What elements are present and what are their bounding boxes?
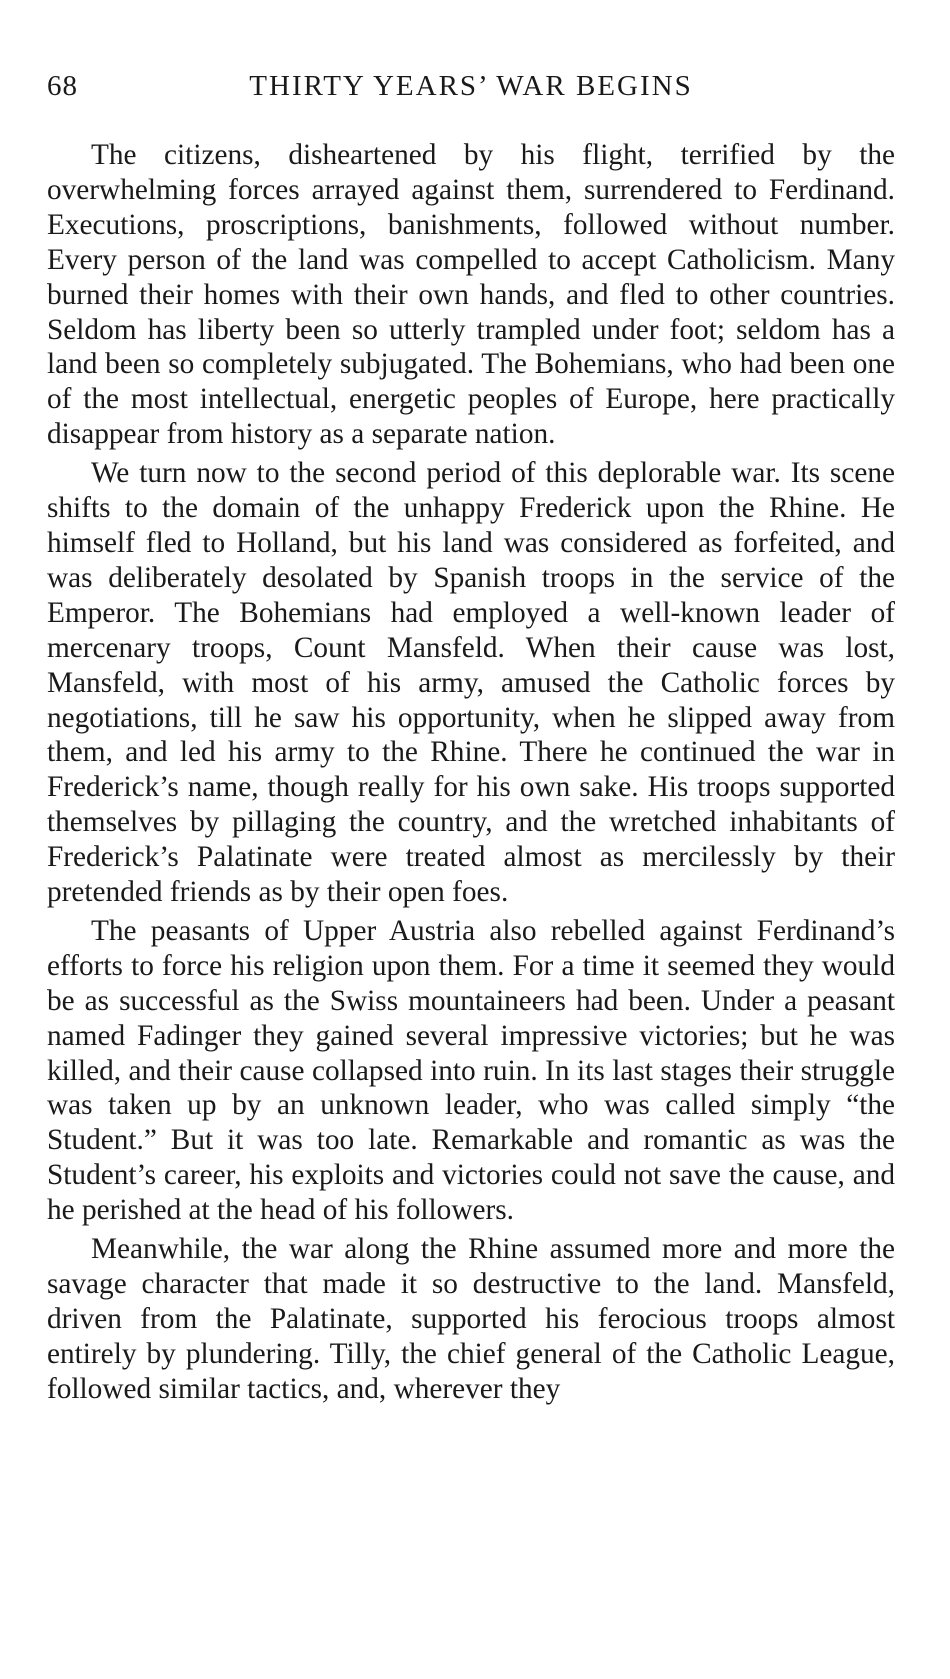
paragraph-upper-austria: The peasants of Upper Austria also rebelled against Ferdinand’s efforts to force his religion upon them. For a time it seemed they would be as successful as the Swiss mountaineers had been. Under a peasant named Fadinger they gained several impressive victories; but he was killed, and their cause collapsed into ruin. In its last stages their struggle was taken up by an unknown leader, who was called simply “the Student.” But it was too late. Remarkable and romantic as was the Student’s career, his exploits and victories could not save the cause, and he perished at the head of his followers. [47, 914, 895, 1227]
book-page [47, 70, 895, 1411]
page-number: 68 [47, 70, 78, 102]
paragraph-bohemia-subjugated: The citizens, disheartened by his flight, terrified by the overwhelming forces arrayed against them, surrendered to Ferdinand. Executions, proscriptions, banishments, followed without number. Every person of the land was compelled to accept Catholicism. Many burned their homes with their own hands, and fled to other countries. Seldom has liberty been so utterly trampled under foot; seldom has a land been so completely subjugated. The Bohemians, who had been one of the most intellectual, energetic peoples of Europe, here practically disappear from history as a separate nation. [47, 139, 895, 451]
body-text [47, 138, 895, 1407]
running-title: THIRTY YEARS’ WAR BEGINS [249, 70, 693, 102]
running-head [47, 70, 895, 110]
paragraph-second-period: We turn now to the second period of this deplorable war. Its scene shifts to the domain of the unhappy Frederick upon the Rhine. He himself fled to Holland, but his land was considered as forfeited, and was deliberately desolated by Spanish troops in the service of the Emperor. The Bohemians had employed a well-known leader of mercenary troops, Count Mansfeld. When their cause was lost, Mansfeld, with most of his army, amused the Catholic forces by negotiations, till he saw his opportunity, when he slipped away from them, and led his army to the Rhine. There he continued the war in Frederick’s name, though really for his own sake. His troops supported themselves by pillaging the country, and the wretched inhabitants of Frederick’s Palatinate were treated almost as mercilessly by their pretended friends as by their open foes. [47, 457, 895, 909]
paragraph-war-along-rhine: Meanwhile, the war along the Rhine assumed more and more the savage character that made it so destructive to the land. Mansfeld, driven from the Palatinate, supported his ferocious troops almost entirely by plundering. Tilly, the chief general of the Catholic League, followed similar tactics, and, wherever they [47, 1233, 895, 1405]
